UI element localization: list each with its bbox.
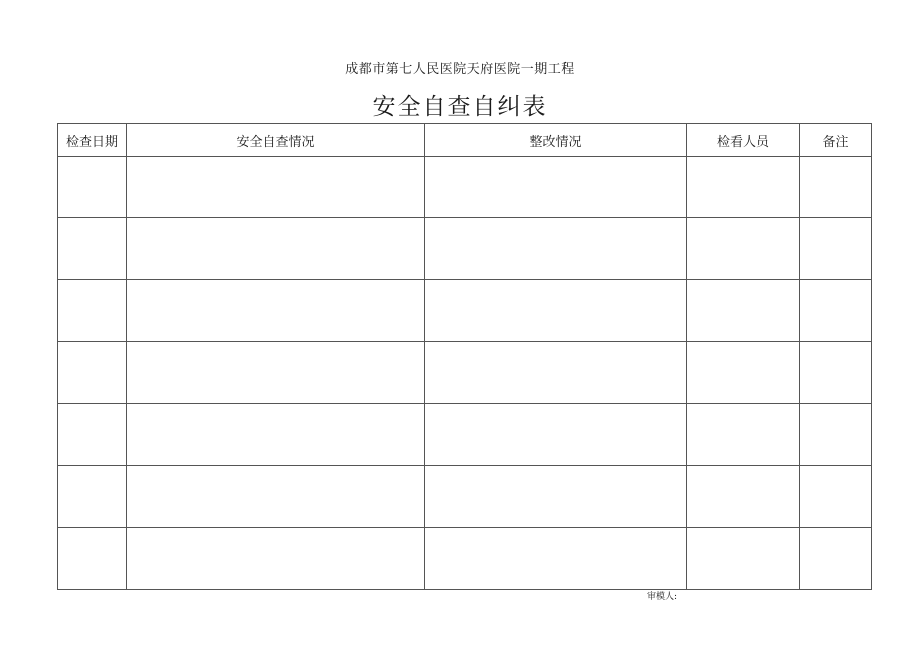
table-row [58, 342, 872, 404]
cell-inspection-date[interactable] [58, 280, 127, 342]
cell-safety-status[interactable] [127, 280, 425, 342]
header-safety-status: 安全自查情况 [127, 124, 425, 157]
cell-rectification-status[interactable] [425, 157, 687, 218]
cell-inspector[interactable] [687, 218, 800, 280]
cell-rectification-status[interactable] [425, 528, 687, 590]
cell-inspector[interactable] [687, 404, 800, 466]
table-header-row [58, 124, 872, 157]
cell-safety-status[interactable] [127, 157, 425, 218]
cell-remarks[interactable] [800, 157, 872, 218]
cell-inspector[interactable] [687, 342, 800, 404]
header-inspector: 检看人员 [687, 124, 800, 157]
cell-inspector[interactable] [687, 157, 800, 218]
cell-rectification-status[interactable] [425, 466, 687, 528]
header-inspection-date: 检查日期 [58, 124, 127, 157]
table-row [58, 404, 872, 466]
cell-remarks[interactable] [800, 280, 872, 342]
cell-safety-status[interactable] [127, 466, 425, 528]
project-subtitle: 成都市第七人民医院天府医院一期工程 [345, 62, 575, 77]
cell-safety-status[interactable] [127, 218, 425, 280]
table-row [58, 528, 872, 590]
cell-inspection-date[interactable] [58, 218, 127, 280]
cell-inspection-date[interactable] [58, 404, 127, 466]
cell-rectification-status[interactable] [425, 280, 687, 342]
cell-remarks[interactable] [800, 218, 872, 280]
cell-inspector[interactable] [687, 280, 800, 342]
header-remarks: 备注 [800, 124, 872, 157]
reviewer-label: 审模人: [647, 592, 678, 602]
cell-inspector[interactable] [687, 528, 800, 590]
cell-rectification-status[interactable] [425, 218, 687, 280]
cell-safety-status[interactable] [127, 404, 425, 466]
cell-safety-status[interactable] [127, 528, 425, 590]
table-row [58, 218, 872, 280]
header-rectification-status: 整改情况 [425, 124, 687, 157]
page-title: 安全自查自纠表 [372, 94, 548, 120]
cell-rectification-status[interactable] [425, 342, 687, 404]
table-row [58, 157, 872, 218]
self-inspection-table [57, 123, 872, 590]
cell-remarks[interactable] [800, 404, 872, 466]
cell-remarks[interactable] [800, 466, 872, 528]
cell-rectification-status[interactable] [425, 404, 687, 466]
cell-inspection-date[interactable] [58, 342, 127, 404]
cell-remarks[interactable] [800, 528, 872, 590]
cell-safety-status[interactable] [127, 342, 425, 404]
cell-inspection-date[interactable] [58, 466, 127, 528]
table-row [58, 280, 872, 342]
cell-inspection-date[interactable] [58, 528, 127, 590]
cell-remarks[interactable] [800, 342, 872, 404]
cell-inspector[interactable] [687, 466, 800, 528]
table-row [58, 466, 872, 528]
cell-inspection-date[interactable] [58, 157, 127, 218]
